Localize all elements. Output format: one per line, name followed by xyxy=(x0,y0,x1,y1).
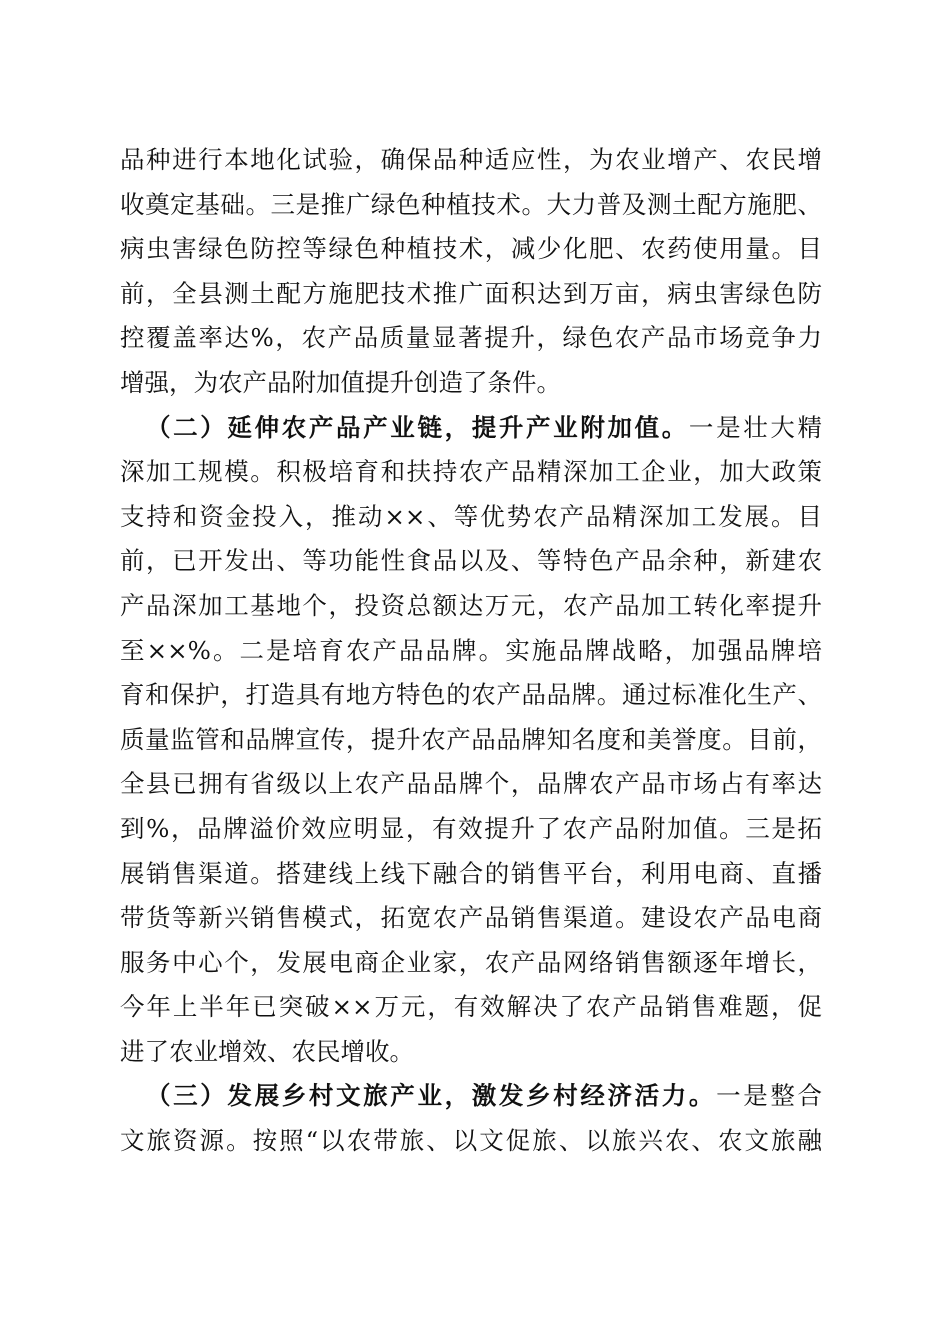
text-line: 深加工规模。积极培育和扶持农产品精深加工企业，加大政策 xyxy=(120,457,822,487)
text-line: 增强，为农产品附加值提升创造了条件。 xyxy=(120,367,561,397)
text-line: 育和保护，打造具有地方特色的农产品品牌。通过标准化生产、 xyxy=(120,680,822,710)
text-line: 全县已拥有省级以上农产品品牌个，品牌农产品市场占有率达 xyxy=(120,769,822,799)
document-page xyxy=(120,138,822,1164)
text-line: 产品深加工基地个，投资总额达万元，农产品加工转化率提升 xyxy=(120,590,822,620)
text-line: 质量监管和品牌宣传，提升农产品品牌知名度和美誉度。目前， xyxy=(120,724,822,754)
text-line: 前，已开发出、等功能性食品以及、等特色产品余种，新建农 xyxy=(120,546,822,576)
text-line: 到%，品牌溢价效应明显，有效提升了农产品附加值。三是拓 xyxy=(120,813,822,843)
section-heading: （三）发展乡村文旅产业，激发乡村经济活力。 xyxy=(146,1081,717,1111)
section-heading-line xyxy=(120,406,822,451)
text-line: 前，全县测土配方施肥技术推广面积达到万亩，病虫害绿色防 xyxy=(120,278,822,308)
paragraph-2 xyxy=(120,406,822,1075)
text-line: 带货等新兴销售模式，拓宽农产品销售渠道。建设农产品电商 xyxy=(120,903,822,933)
text-line: 控覆盖率达%，农产品质量显著提升，绿色农产品市场竞争力 xyxy=(120,323,822,353)
paragraph-1 xyxy=(120,138,822,406)
text-line: 进了农业增效、农民增收。 xyxy=(120,1036,414,1066)
text-line: 病虫害绿色防控等绿色种植技术，减少化肥、农药使用量。目 xyxy=(120,234,822,264)
heading-rest-text: 一是壮大精 xyxy=(688,412,823,442)
section-heading: （二）延伸农产品产业链，提升产业附加值。 xyxy=(146,412,689,442)
text-line: 服务中心个，发展电商企业家，农产品网络销售额逐年增长， xyxy=(120,947,822,977)
paragraph-3 xyxy=(120,1074,822,1163)
text-line: 今年上半年已突破××万元，有效解决了农产品销售难题，促 xyxy=(120,992,822,1022)
heading-rest-text: 一是整合 xyxy=(716,1081,822,1111)
text-line: 支持和资金投入，推动××、等优势农产品精深加工发展。目 xyxy=(120,501,822,531)
text-line: 展销售渠道。搭建线上线下融合的销售平台，利用电商、直播 xyxy=(120,858,822,888)
section-heading-line xyxy=(120,1074,822,1119)
text-line: 收奠定基础。三是推广绿色种植技术。大力普及测土配方施肥、 xyxy=(120,189,822,219)
text-line: 文旅资源。按照“以农带旅、以文促旅、以旅兴农、农文旅融 xyxy=(120,1126,822,1156)
text-line: 至××%。二是培育农产品品牌。实施品牌战略，加强品牌培 xyxy=(120,635,822,665)
text-line: 品种进行本地化试验，确保品种适应性，为农业增产、农民增 xyxy=(120,145,822,174)
